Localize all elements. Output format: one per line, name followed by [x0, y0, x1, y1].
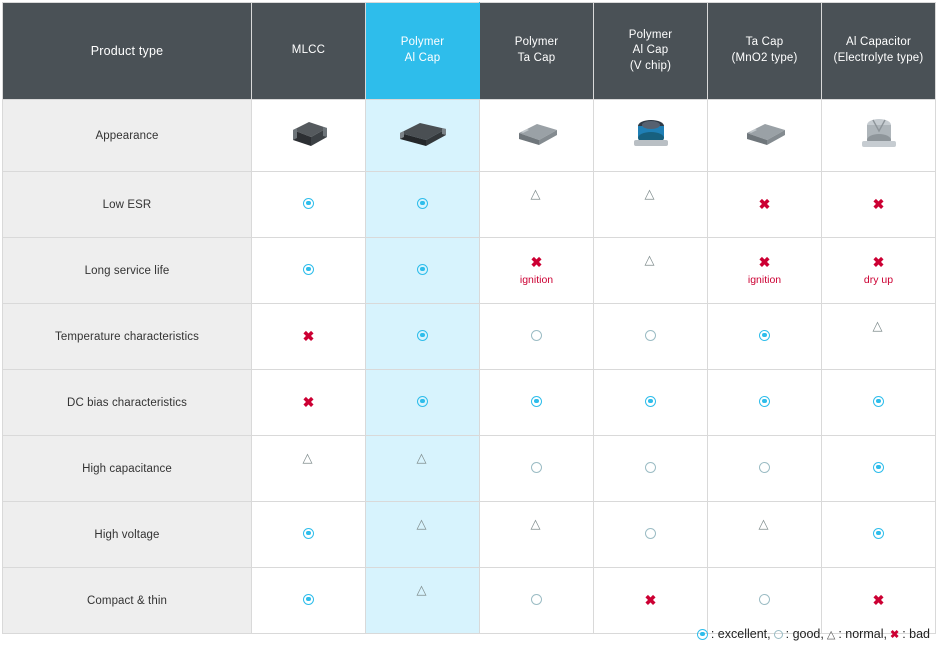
legend-label-good: : good, — [785, 627, 824, 641]
cell-dcbias-polymer-al-cap-v-chip — [594, 370, 708, 436]
table-row — [3, 502, 936, 568]
cell-cap-polymer-al-cap-v-chip — [594, 436, 708, 502]
rating-bad-icon: ✖ — [530, 254, 543, 270]
cell-appearance-ta-cap-mno2 — [708, 100, 822, 172]
rating-normal-icon — [303, 462, 315, 472]
column-header-al-capacitor-line2: (Electrolyte type) — [833, 52, 924, 64]
cell-appearance-polymer-ta-cap — [480, 100, 594, 172]
legend-label-excellent: : excellent, — [710, 627, 771, 641]
rating-good-icon — [645, 528, 656, 539]
legend-item-bad — [890, 627, 930, 641]
rating-excellent-icon — [873, 396, 884, 407]
rating-good-icon — [645, 330, 656, 341]
cell-voltage-polymer-ta-cap — [480, 502, 594, 568]
legend-label-normal: : normal, — [838, 627, 887, 641]
cell-low-esr-polymer-ta-cap — [480, 172, 594, 238]
table-row — [3, 304, 936, 370]
rating-excellent-icon — [873, 462, 884, 473]
row-label-temperature-characteristics: Temperature characteristics — [3, 304, 252, 370]
rating-good-icon — [645, 462, 656, 473]
rating-bad-icon: ✖ — [302, 394, 315, 410]
rating-bad-icon: ✖ — [872, 196, 885, 212]
rating-bad-icon: ✖ — [758, 254, 771, 270]
rating-normal-icon: △ — [826, 628, 836, 641]
column-header-polymer-al-cap — [366, 3, 480, 100]
row-label-high-voltage: High voltage — [3, 502, 252, 568]
cell-compact-polymer-al-cap — [366, 568, 480, 634]
cell-life-polymer-al-cap — [366, 238, 480, 304]
comparison-table-page — [0, 2, 938, 649]
table-header-row — [3, 3, 936, 100]
rating-excellent-icon — [697, 629, 708, 640]
row-label-appearance: Appearance — [3, 100, 252, 172]
rating-good-icon — [531, 330, 542, 341]
rating-excellent-icon — [759, 330, 770, 341]
table-row — [3, 370, 936, 436]
column-header-polymer-al-cap-line2: Al Cap — [404, 52, 441, 64]
rating-normal-icon — [531, 198, 543, 208]
cell-dcbias-polymer-ta-cap — [480, 370, 594, 436]
al-capacitor-can-icon — [857, 145, 901, 157]
cell-appearance-polymer-al-cap-v-chip — [594, 100, 708, 172]
column-header-ta-cap-mno2-line2: (MnO2 type) — [731, 52, 798, 64]
cell-temp-polymer-al-cap-v-chip — [594, 304, 708, 370]
cell-low-esr-mlcc — [252, 172, 366, 238]
cell-compact-ta-cap-mno2 — [708, 568, 822, 634]
rating-excellent-icon — [759, 396, 770, 407]
row-label-compact-and-thin: Compact & thin — [3, 568, 252, 634]
rating-excellent-icon — [417, 264, 428, 275]
column-header-ta-cap-mno2 — [708, 3, 822, 100]
cell-voltage-al-capacitor — [822, 502, 936, 568]
column-header-polymer-ta-cap-line1: Polymer — [514, 36, 559, 49]
column-header-ta-cap-mno2-line1: Ta Cap — [745, 36, 784, 49]
polymer-al-cap-chip-icon — [394, 142, 452, 154]
row-label-high-capacitance: High capacitance — [3, 436, 252, 502]
row-label-low-esr: Low ESR — [3, 172, 252, 238]
legend-item-excellent — [697, 627, 771, 641]
table-row — [3, 436, 936, 502]
row-label-long-service-life: Long service life — [3, 238, 252, 304]
table-row — [3, 568, 936, 634]
cell-compact-mlcc — [252, 568, 366, 634]
rating-good-icon — [531, 462, 542, 473]
legend-item-normal — [827, 627, 887, 641]
cell-cap-mlcc — [252, 436, 366, 502]
cell-dcbias-polymer-al-cap — [366, 370, 480, 436]
cell-life-polymer-ta-cap — [480, 238, 594, 304]
rating-normal-icon — [645, 198, 657, 208]
cell-note-ignition: ignition — [519, 274, 554, 286]
rating-good-icon — [774, 630, 783, 639]
legend-label-bad: : bad — [902, 627, 930, 641]
cell-life-ta-cap-mno2 — [708, 238, 822, 304]
rating-excellent-icon — [645, 396, 656, 407]
column-header-v-chip-line1: Polymer — [628, 28, 673, 41]
polymer-al-cap-vchip-can-icon — [628, 144, 674, 156]
cell-temp-polymer-ta-cap — [480, 304, 594, 370]
column-header-al-capacitor-electrolyte — [822, 3, 936, 100]
rating-normal-icon — [531, 528, 543, 538]
rating-excellent-icon — [417, 198, 428, 209]
cell-cap-polymer-al-cap — [366, 436, 480, 502]
cell-voltage-mlcc — [252, 502, 366, 568]
cell-compact-al-capacitor — [822, 568, 936, 634]
cell-dcbias-al-capacitor — [822, 370, 936, 436]
column-header-v-chip-line3: (V chip) — [629, 59, 672, 72]
cell-life-mlcc — [252, 238, 366, 304]
table-row — [3, 172, 936, 238]
rating-excellent-icon — [303, 198, 314, 209]
table-header — [3, 3, 936, 100]
column-header-polymer-ta-cap — [480, 3, 594, 100]
cell-compact-polymer-al-cap-v-chip — [594, 568, 708, 634]
table-body — [3, 100, 936, 634]
rating-excellent-icon — [303, 594, 314, 605]
cell-temp-al-capacitor — [822, 304, 936, 370]
rating-bad-icon: ✖ — [644, 592, 657, 608]
cell-cap-polymer-ta-cap — [480, 436, 594, 502]
cell-content — [481, 255, 592, 286]
cell-dcbias-ta-cap-mno2 — [708, 370, 822, 436]
column-header-product-type — [3, 3, 252, 100]
column-header-polymer-al-cap-line1: Polymer — [400, 36, 445, 49]
cell-low-esr-al-capacitor — [822, 172, 936, 238]
column-header-polymer-al-cap-v-chip — [594, 3, 708, 100]
capacitor-comparison-table — [2, 2, 936, 634]
cell-temp-polymer-al-cap — [366, 304, 480, 370]
rating-bad-icon: ✖ — [889, 628, 900, 641]
table-row — [3, 238, 936, 304]
rating-excellent-icon — [417, 330, 428, 341]
cell-voltage-polymer-al-cap — [366, 502, 480, 568]
cell-appearance-mlcc — [252, 100, 366, 172]
rating-good-icon — [759, 462, 770, 473]
legend-item-good — [774, 627, 824, 641]
cell-dcbias-mlcc — [252, 370, 366, 436]
rating-excellent-icon — [303, 264, 314, 275]
rating-good-icon — [759, 594, 770, 605]
cell-cap-al-capacitor — [822, 436, 936, 502]
column-header-mlcc-label: MLCC — [291, 44, 326, 57]
rating-normal-icon — [417, 528, 429, 538]
rating-normal-icon — [759, 528, 771, 538]
column-header-product-type-label: Product type — [90, 43, 164, 58]
cell-low-esr-polymer-al-cap-v-chip — [594, 172, 708, 238]
rating-bad-icon: ✖ — [872, 592, 885, 608]
rating-excellent-icon — [303, 528, 314, 539]
cell-life-polymer-al-cap-v-chip — [594, 238, 708, 304]
ta-cap-mno2-chip-icon — [739, 142, 791, 154]
cell-life-al-capacitor — [822, 238, 936, 304]
column-header-polymer-ta-cap-line2: Ta Cap — [517, 52, 556, 64]
table-row — [3, 100, 936, 172]
cell-voltage-polymer-al-cap-v-chip — [594, 502, 708, 568]
cell-content — [823, 255, 934, 286]
cell-low-esr-polymer-al-cap — [366, 172, 480, 238]
rating-normal-icon — [417, 462, 429, 472]
cell-temp-mlcc — [252, 304, 366, 370]
rating-normal-icon — [873, 330, 885, 340]
legend — [697, 627, 930, 641]
cell-voltage-ta-cap-mno2 — [708, 502, 822, 568]
cell-appearance-polymer-al-cap — [366, 100, 480, 172]
rating-normal-icon — [645, 264, 657, 274]
cell-appearance-al-capacitor-electrolyte — [822, 100, 936, 172]
mlcc-chip-icon — [285, 143, 333, 155]
rating-good-icon — [531, 594, 542, 605]
rating-bad-icon: ✖ — [758, 196, 771, 212]
rating-excellent-icon — [417, 396, 428, 407]
cell-content — [709, 255, 820, 286]
cell-note-dry-up: dry up — [863, 274, 894, 286]
polymer-ta-cap-chip-icon — [511, 142, 563, 154]
cell-compact-polymer-ta-cap — [480, 568, 594, 634]
column-header-al-capacitor-line1: Al Capacitor — [845, 36, 912, 49]
column-header-v-chip-line2: Al Cap — [632, 44, 669, 57]
cell-low-esr-ta-cap-mno2 — [708, 172, 822, 238]
rating-bad-icon: ✖ — [872, 254, 885, 270]
rating-normal-icon — [417, 594, 429, 604]
cell-note-ignition: ignition — [747, 274, 782, 286]
cell-temp-ta-cap-mno2 — [708, 304, 822, 370]
rating-bad-icon: ✖ — [302, 328, 315, 344]
row-label-dc-bias-characteristics: DC bias characteristics — [3, 370, 252, 436]
rating-excellent-icon — [531, 396, 542, 407]
rating-excellent-icon — [873, 528, 884, 539]
cell-cap-ta-cap-mno2 — [708, 436, 822, 502]
column-header-mlcc — [252, 3, 366, 100]
